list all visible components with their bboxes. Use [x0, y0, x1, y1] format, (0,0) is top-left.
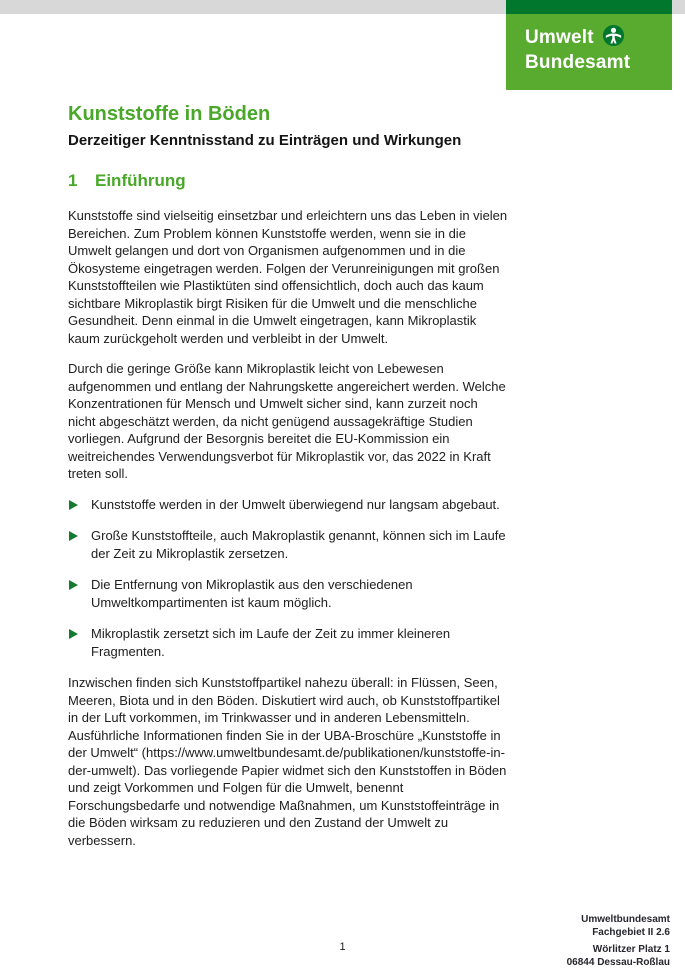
list-item [68, 496, 508, 514]
triangle-bullet-icon [69, 580, 78, 590]
list-item-text: Mikroplastik zersetzt sich im Laufe der Zeit zu immer kleineren Fragmenten. [91, 626, 451, 659]
list-item [68, 527, 508, 562]
uba-logo [506, 0, 672, 90]
paragraph-intro-2: Durch die geringe Größe kann Mikroplastik leicht von Lebewesen aufgenommen und entlang der Nahrungskette angereichert werden. Welche Konzentrationen für Mensch und Umwelt sicher sind, kann zurzeit noch nicht abgeschätzt werden, da nicht genügend aussagekräftige Studien vorliegen. Aufgrund der Besorgnis bereitet die EU-Kommission ein weitreichendes Verwendungsverbot für Mikroplastik vor, das 2022 in Kraft treten soll. [68, 361, 506, 481]
page-title: Kunststoffe in Böden [68, 103, 271, 125]
list-item-text: Große Kunststoffteile, auch Makroplastik genannt, können sich im Laufe der Zeit zu Mikroplastik zersetzen. [91, 528, 506, 561]
triangle-bullet-icon [69, 629, 78, 639]
page-number: 1 [339, 941, 346, 953]
logo-word-umwelt: Umwelt [525, 26, 594, 48]
key-points-list [68, 496, 508, 661]
list-item [68, 576, 508, 611]
section-number: 1 [68, 171, 78, 190]
section-title: Einführung [95, 171, 186, 190]
footer-org-name: Umweltbundesamt [581, 914, 670, 925]
triangle-bullet-icon [69, 500, 78, 510]
triangle-bullet-icon [69, 531, 78, 541]
logo-word-bundesamt: Bundesamt [525, 52, 631, 73]
list-item-text: Kunststoffe werden in der Umwelt überwiegend nur langsam abgebaut. [91, 496, 500, 512]
paragraph-closing: Inzwischen finden sich Kunststoffpartikel nahezu überall: in Flüssen, Seen, Meeren, Biota und in den Böden. Diskutiert wird auch, ob Kunststoffpartikel in der Luft vorkommen, im Trinkwasser und in anderen Lebensmitteln. Ausführliche Informationen finden Sie in der UBA-Broschüre „Kunststoffe in der Umwelt“ (https://www.umweltbundesamt.de/publikationen/kunststoffe-in-der-umwelt). Das vorliegende Papier widmet sich den Kunststoffen in Böden und zeigt Vorkommen und Folgen für die Umwelt, benennt Forschungsbedarfe und notwendige Maßnahmen, um Kunststoffeinträge in die Böden wirksam zu reduzieren und den Zustand der Umwelt zu verbessern. [68, 675, 507, 848]
list-item [68, 625, 508, 660]
logo-bleed-band [506, 0, 672, 14]
logo-background [506, 14, 672, 90]
document-content [68, 102, 508, 849]
page-subtitle: Derzeitiger Kenntnisstand zu Einträgen und Wirkungen [68, 132, 462, 149]
paragraph-intro-1: Kunststoffe sind vielseitig einsetzbar und erleichtern uns das Leben in vielen Bereichen. Zum Problem können Kunststoffe werden, wenn sie in die Umwelt gelangen und dort von Organismen aufgenommen und in die Ökosysteme eingetragen werden. Folgen der Verunreinigungen mit großen Kunststoffteilen wie Plastiktüten sind offensichtlich, doch auch das kaum sichtbare Mikroplastik birgt Risiken für die Umwelt und die menschliche Gesundheit. Denn einmal in die Umwelt eingetragen, kann Mikroplastik kaum zurückgeholt werden und verbleibt in der Umwelt. [68, 208, 508, 346]
list-item-text: Die Entfernung von Mikroplastik aus den verschiedenen Umweltkompartimenten ist kaum möglich. [91, 577, 413, 610]
footer-department: Fachgebiet II 2.6 [592, 927, 670, 938]
uba-person-in-circle-icon [602, 24, 625, 52]
footer-street: Wörlitzer Platz 1 [592, 944, 670, 955]
footer-address-block [567, 913, 670, 969]
section-heading [68, 170, 508, 192]
footer-city: 06844 Dessau-Roßlau [566, 957, 670, 968]
